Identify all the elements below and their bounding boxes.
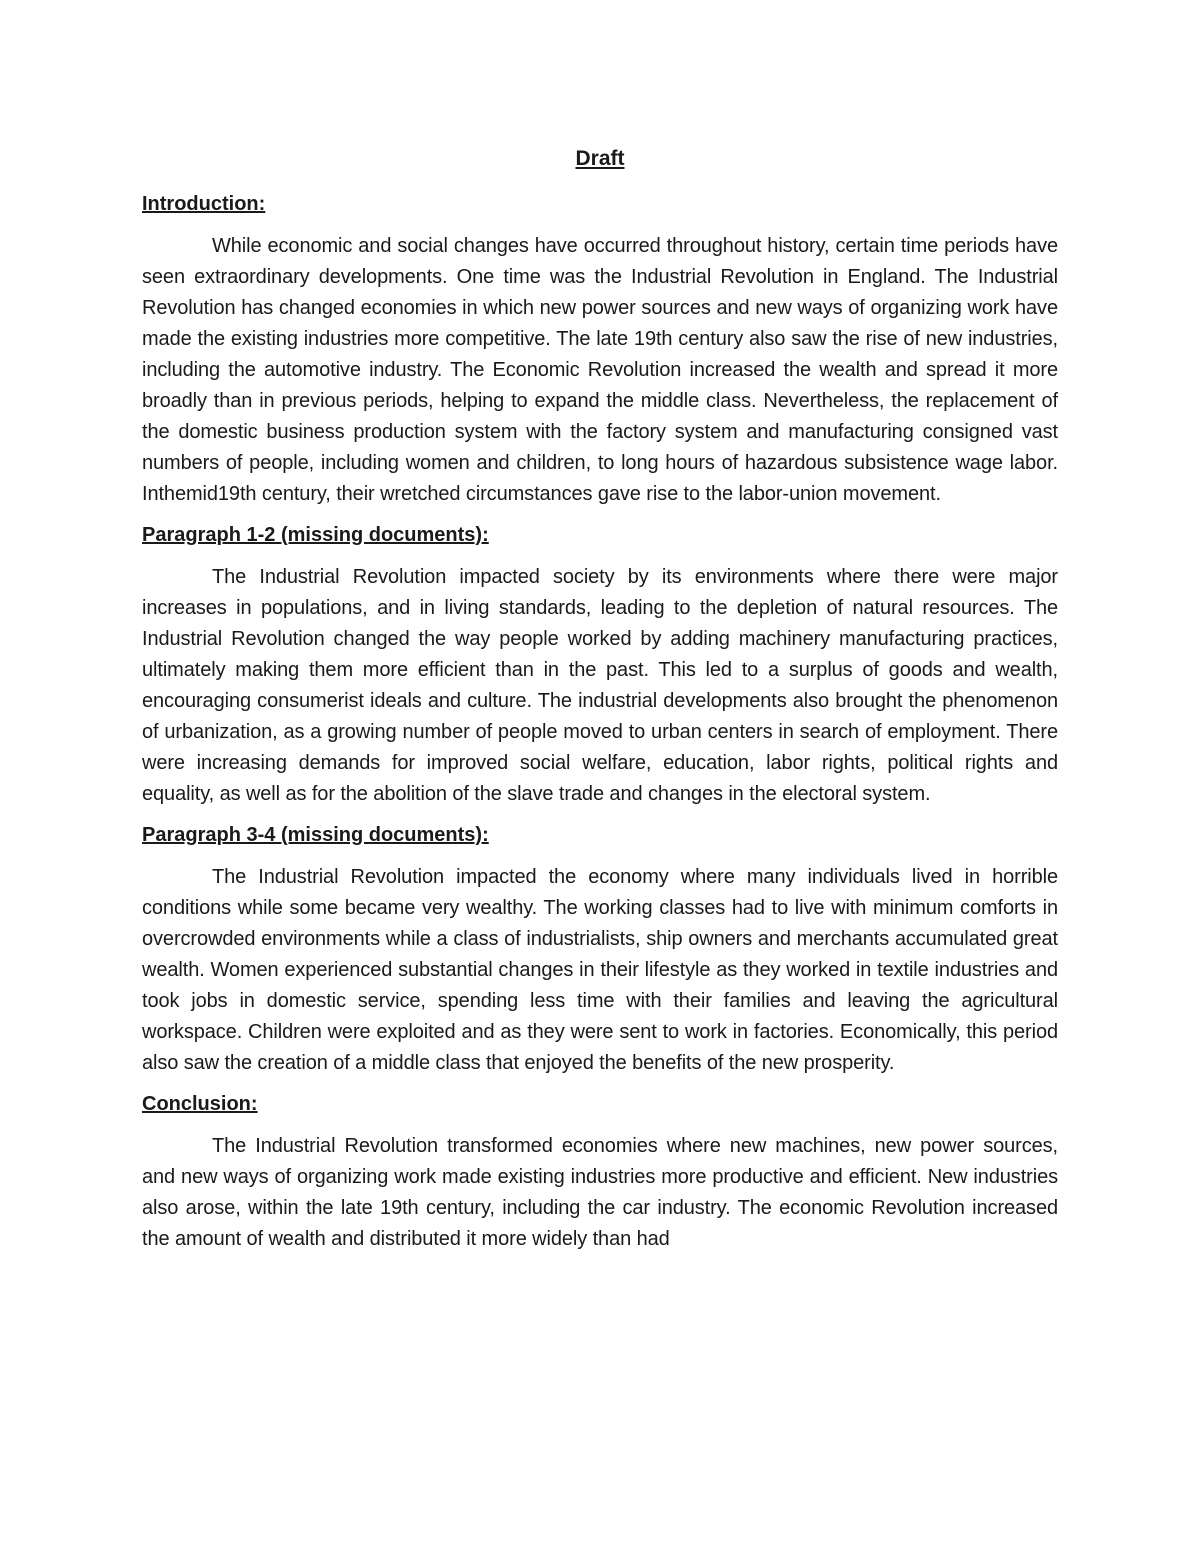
- section-heading-conclusion: Conclusion:: [142, 1093, 258, 1115]
- paragraph-introduction: While economic and social changes have occurred throughout history, certain time periods have seen extraordinary developments. One time was the Industrial Revolution in England. The Industrial Revolution has changed economies in which new power sources and new ways of organizing work have made the existing industries more competitive. The late 19th century also saw the rise of new industries, including the automotive industry. The Economic Revolution increased the wealth and spread it more broadly than in previous periods, helping to expand the middle class. Nevertheless, the replacement of the domestic business production system with the factory system and manufacturing consigned vast numbers of people, including women and children, to long hours of hazardous subsistence wage labor. Inthemid19th century, their wretched circumstances gave rise to the labor-union movement.: [142, 235, 1058, 505]
- paragraph-1-2: The Industrial Revolution impacted society by its environments where there were major increases in populations, and in living standards, leading to the depletion of natural resources. The Industrial Revolution changed the way people worked by adding machinery manufacturing practices, ultimately making them more efficient than in the past. This led to a surplus of goods and wealth, encouraging consumerist ideals and culture. The industrial developments also brought the phenomenon of urbanization, as a growing number of people moved to urban centers in search of employment. There were increasing demands for improved social welfare, education, labor rights, political rights and equality, as well as for the abolition of the slave trade and changes in the electoral system.: [142, 566, 1058, 805]
- document-title: Draft: [575, 147, 625, 170]
- document-page: [142, 140, 1058, 1265]
- section-heading-paragraph-1-2: Paragraph 1-2 (missing documents):: [142, 524, 489, 546]
- section-heading-paragraph-3-4: Paragraph 3-4 (missing documents):: [142, 824, 489, 846]
- paragraph-3-4: The Industrial Revolution impacted the economy where many individuals lived in horrible conditions while some became very wealthy. The working classes had to live with minimum comforts in overcrowded environments while a class of industrialists, ship owners and merchants accumulated great wealth. Women experienced substantial changes in their lifestyle as they worked in textile industries and took jobs in domestic service, spending less time with their families and leaving the agricultural workspace. Children were exploited and as they were sent to work in factories. Economically, this period also saw the creation of a middle class that enjoyed the benefits of the new prosperity.: [142, 866, 1058, 1074]
- section-heading-introduction: Introduction:: [142, 193, 266, 215]
- paragraph-conclusion: The Industrial Revolution transformed economies where new machines, new power sources, and new ways of organizing work made existing industries more productive and efficient. New industries also arose, within the late 19th century, including the car industry. The economic Revolution increased the amount of wealth and distributed it more widely than had: [142, 1135, 1058, 1250]
